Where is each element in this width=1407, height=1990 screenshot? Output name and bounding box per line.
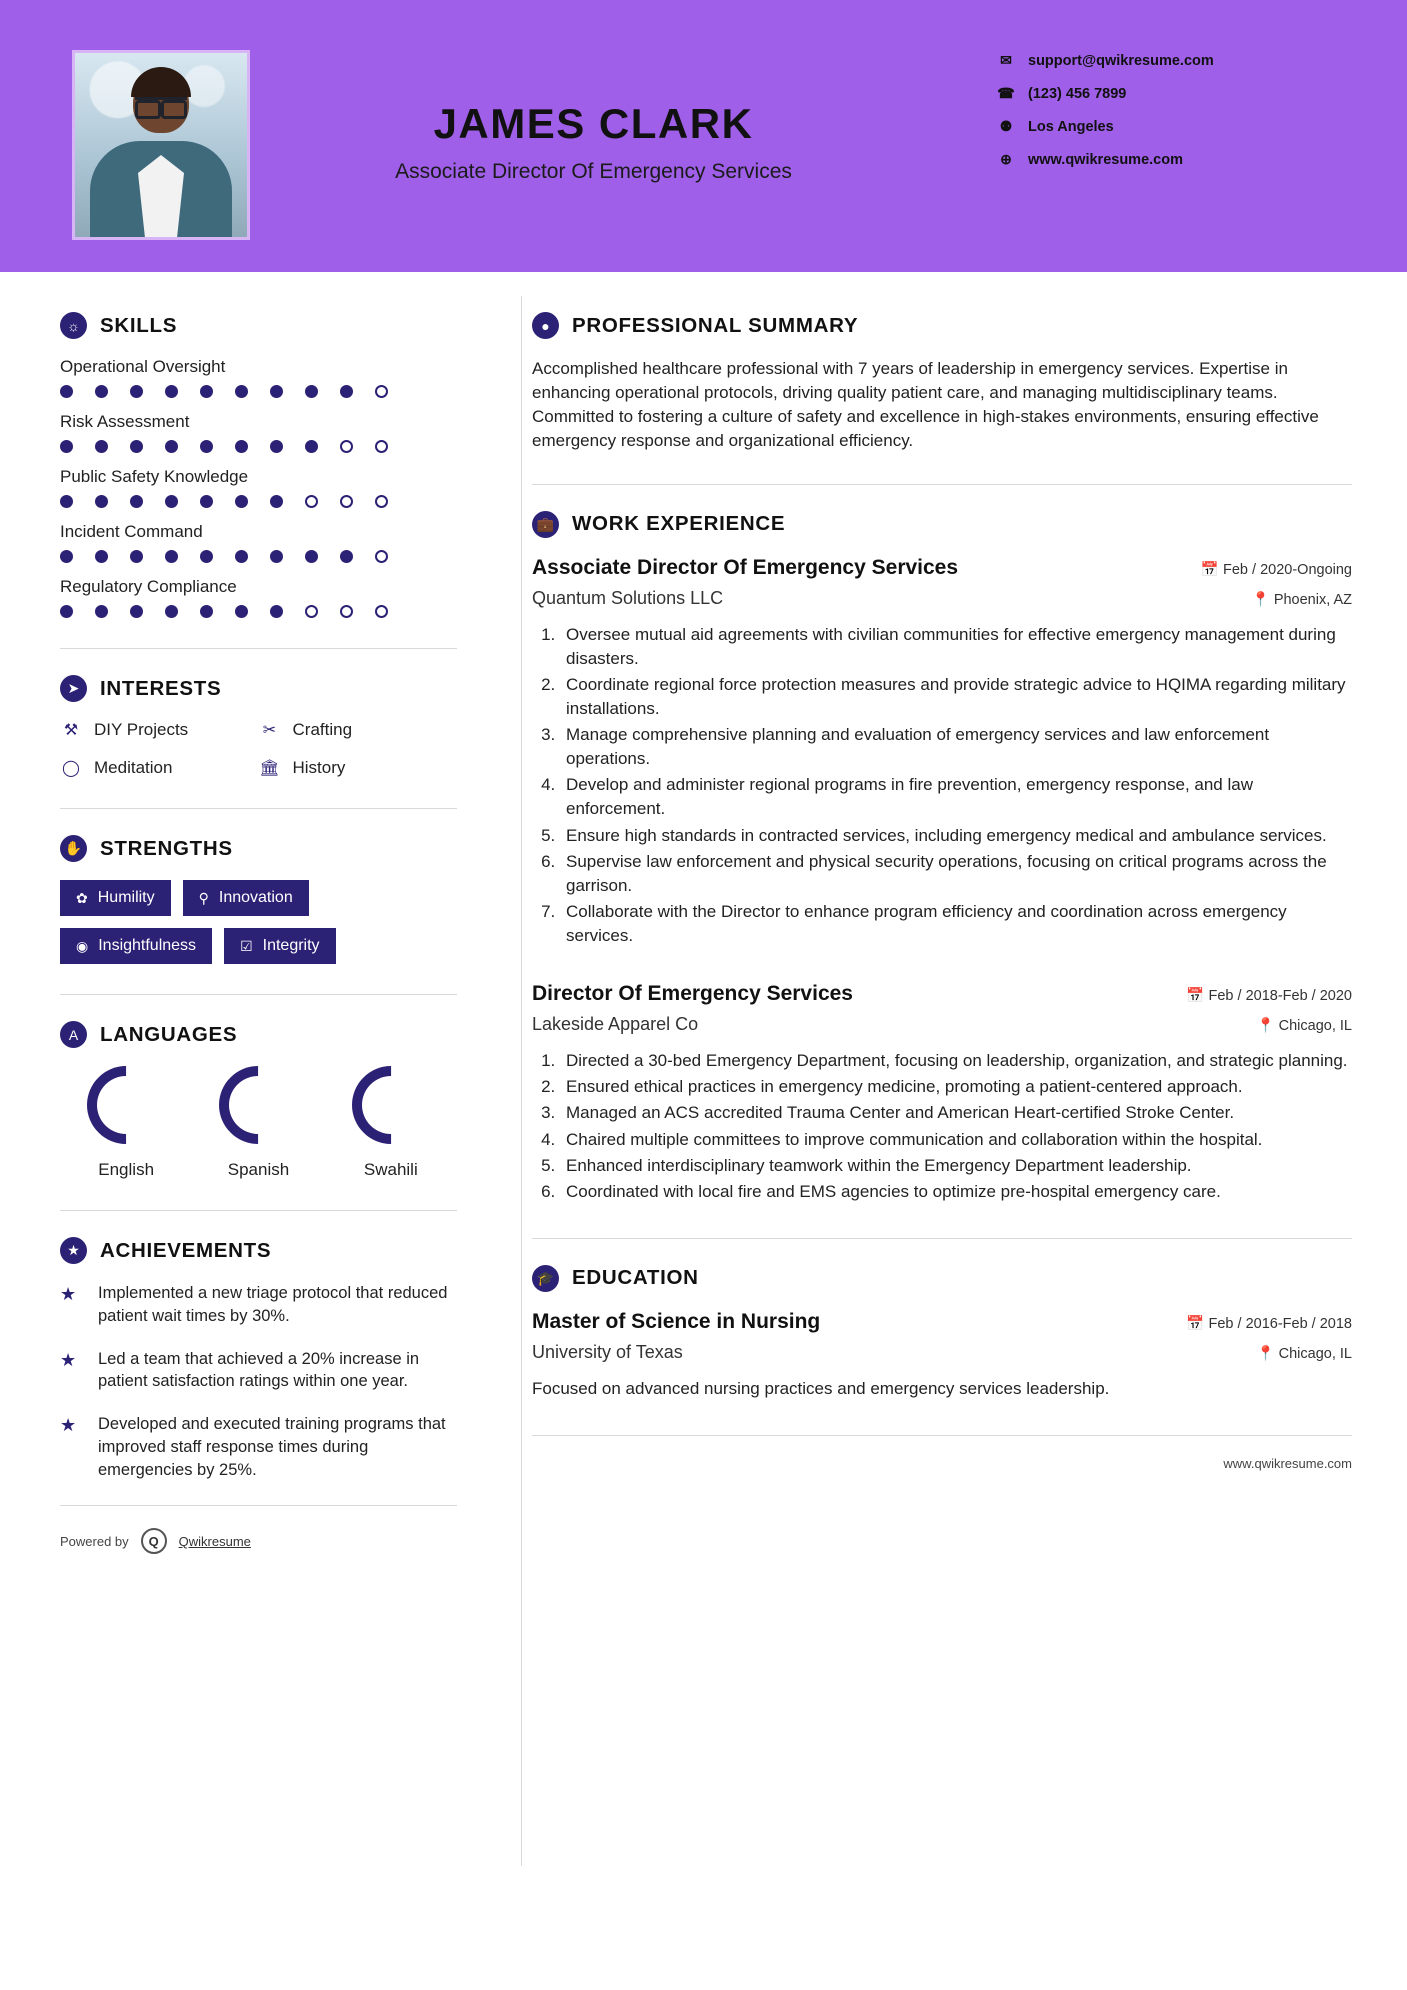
powered-by-label: Powered by bbox=[60, 1533, 129, 1549]
list-item: 1. Oversee mutual aid agreements with civilian communities for effective emergency management during disasters. bbox=[560, 623, 1352, 671]
contact-location bbox=[997, 118, 1327, 135]
job-company: Lakeside Apparel Co bbox=[532, 1014, 699, 1035]
glasses-icon bbox=[135, 97, 187, 111]
status-badge bbox=[224, 928, 335, 964]
calendar-icon: 📅 bbox=[1186, 1315, 1205, 1332]
qwikresume-link[interactable]: Qwikresume bbox=[178, 1533, 251, 1549]
location-pin-icon: ⚉ bbox=[999, 118, 1013, 134]
job-location bbox=[1252, 591, 1352, 608]
star-badge-icon: ★ bbox=[60, 1237, 87, 1264]
list-item bbox=[60, 1413, 457, 1481]
interest-label: History bbox=[292, 758, 346, 777]
contact-list bbox=[997, 52, 1327, 184]
interest-label: DIY Projects bbox=[94, 720, 189, 739]
job-company: Quantum Solutions LLC bbox=[532, 587, 724, 608]
list-item bbox=[259, 720, 458, 740]
strengths-list bbox=[60, 880, 457, 964]
skill-rating bbox=[60, 550, 457, 563]
list-item: 2. Coordinate regional force protection measures and provide strategic advice to HQIMA regarding military installations. bbox=[560, 673, 1352, 721]
section-title-summary: PROFESSIONAL SUMMARY bbox=[572, 313, 859, 337]
globe-icon: ⊕ bbox=[1000, 151, 1012, 167]
bulb-icon: ⚲ bbox=[198, 889, 209, 906]
skill-label: Risk Assessment bbox=[60, 412, 190, 431]
list-item bbox=[60, 1348, 457, 1394]
experience-entry bbox=[532, 556, 1352, 949]
qwikresume-logo-icon: Q bbox=[141, 1528, 167, 1554]
divider bbox=[60, 994, 457, 995]
divider bbox=[60, 648, 457, 649]
contact-website-value: www.qwikresume.com bbox=[1028, 151, 1183, 168]
scissors-icon: ✂ bbox=[262, 722, 277, 739]
divider bbox=[60, 1210, 457, 1211]
graduation-icon: 🎓 bbox=[532, 1265, 559, 1292]
list-item bbox=[60, 758, 259, 778]
resume-body bbox=[0, 272, 1407, 1554]
lightbulb-icon: ☼ bbox=[60, 312, 87, 339]
school-name: University of Texas bbox=[532, 1341, 683, 1362]
language-label: Spanish bbox=[227, 1160, 290, 1179]
list-item: 6. Supervise law enforcement and physical security operations, focusing on critical programs across the garrison. bbox=[560, 850, 1352, 898]
strength-label: Innovation bbox=[218, 889, 293, 906]
job-title: Director Of Emergency Services bbox=[532, 982, 853, 1006]
skill-label: Public Safety Knowledge bbox=[60, 467, 249, 486]
divider bbox=[532, 484, 1352, 485]
languages-list bbox=[60, 1066, 457, 1180]
phone-icon: ☎ bbox=[997, 85, 1015, 101]
section-header-languages bbox=[60, 1021, 457, 1048]
section-header-strengths bbox=[60, 835, 457, 862]
skill-label: Incident Command bbox=[60, 522, 203, 541]
interests-list bbox=[60, 720, 457, 778]
list-item bbox=[60, 720, 259, 740]
strength-label: Insightfulness bbox=[98, 937, 197, 954]
circle-icon: ◯ bbox=[62, 760, 80, 777]
interest-label: Meditation bbox=[94, 758, 173, 777]
progress-ring bbox=[336, 1050, 446, 1160]
education-description: Focused on advanced nursing practices and emergency services leadership. bbox=[532, 1378, 1110, 1398]
language-label: English bbox=[98, 1160, 155, 1179]
paper-plane-icon: ➤ bbox=[60, 675, 87, 702]
status-badge bbox=[60, 880, 171, 916]
list-item: 5. Ensure high standards in contracted services, including emergency medical and ambulance services. bbox=[560, 824, 1352, 848]
star-icon: ★ bbox=[60, 1284, 77, 1304]
list-item: 1. Directed a 30-bed Emergency Department, focusing on leadership, organization, and strategic planning. bbox=[560, 1049, 1352, 1073]
list-item: 3. Managed an ACS accredited Trauma Center and American Heart-certified Stroke Center. bbox=[560, 1101, 1352, 1125]
main-content bbox=[497, 272, 1407, 1554]
location-pin-icon: 📍 bbox=[1251, 591, 1270, 608]
column-divider bbox=[521, 296, 522, 1866]
leaf-icon: ✿ bbox=[76, 889, 88, 906]
skill-label: Operational Oversight bbox=[60, 357, 226, 376]
language-label: Swahili bbox=[363, 1160, 418, 1179]
section-header-achievements bbox=[60, 1237, 457, 1264]
list-item bbox=[66, 1066, 186, 1180]
contact-email[interactable] bbox=[997, 52, 1327, 69]
page-title: JAMES CLARK bbox=[433, 100, 754, 147]
skill-rating bbox=[60, 605, 457, 618]
section-header-skills bbox=[60, 312, 457, 339]
achievement-text: Led a team that achieved a 20% increase in patient satisfaction ratings within one year. bbox=[98, 1349, 420, 1391]
list-item bbox=[60, 1282, 457, 1328]
list-item: 7. Collaborate with the Director to enhance program efficiency and coordination across emergency services. bbox=[560, 900, 1352, 948]
job-dates bbox=[1201, 561, 1352, 578]
job-location-value: Chicago, IL bbox=[1278, 1018, 1352, 1035]
job-bullets bbox=[560, 1049, 1352, 1204]
divider bbox=[60, 808, 457, 809]
education-dates bbox=[1186, 1315, 1352, 1332]
degree-title: Master of Science in Nursing bbox=[532, 1309, 821, 1333]
person-circle-icon: ● bbox=[532, 312, 559, 339]
strength-label: Integrity bbox=[262, 937, 320, 954]
education-entry bbox=[532, 1310, 1352, 1401]
list-item: 5. Enhanced interdisciplinary teamwork within the Emergency Department leadership. bbox=[560, 1154, 1352, 1178]
experience-entry bbox=[532, 982, 1352, 1204]
list-item: 3. Manage comprehensive planning and evaluation of emergency services and law enforcement operations. bbox=[560, 723, 1352, 771]
list-item: 6. Coordinated with local fire and EMS agencies to optimize pre-hospital emergency care. bbox=[560, 1180, 1352, 1204]
footer-website: www.qwikresume.com bbox=[1223, 1456, 1352, 1471]
skill-item bbox=[60, 357, 457, 398]
section-title-achievements: ACHIEVEMENTS bbox=[100, 1238, 272, 1262]
section-title-skills: SKILLS bbox=[100, 313, 178, 337]
sidebar bbox=[0, 272, 497, 1554]
job-title: Associate Director Of Emergency Services bbox=[532, 555, 959, 579]
achievement-text: Developed and executed training programs that improved staff response times during emergencies by 25%. bbox=[98, 1415, 446, 1479]
list-item: 4. Chaired multiple committees to improve communication and collaboration within the hospital. bbox=[560, 1128, 1352, 1152]
status-badge bbox=[183, 880, 309, 916]
section-title-strengths: STRENGTHS bbox=[100, 836, 233, 860]
status-badge bbox=[60, 928, 212, 964]
job-dates-value: Feb / 2020-Ongoing bbox=[1223, 561, 1352, 578]
language-icon: A bbox=[60, 1021, 87, 1048]
museum-icon: 🏛 bbox=[259, 760, 280, 777]
job-dates-value: Feb / 2018-Feb / 2020 bbox=[1208, 988, 1352, 1005]
star-icon: ★ bbox=[60, 1349, 77, 1370]
list-item: 4. Develop and administer regional programs in fire prevention, emergency response, and law enforcement. bbox=[560, 773, 1352, 821]
job-location bbox=[1257, 1017, 1352, 1034]
section-header-experience bbox=[532, 511, 1352, 538]
list-item bbox=[198, 1066, 318, 1180]
section-title-interests: INTERESTS bbox=[100, 676, 222, 700]
skill-item bbox=[60, 522, 457, 563]
education-location bbox=[1257, 1345, 1352, 1362]
main-footer bbox=[532, 1435, 1352, 1471]
skill-item bbox=[60, 467, 457, 508]
divider bbox=[532, 1238, 1352, 1239]
resume-header bbox=[0, 0, 1407, 272]
briefcase-icon: 💼 bbox=[532, 511, 559, 538]
achievement-text: Implemented a new triage protocol that reduced patient wait times by 30%. bbox=[98, 1284, 448, 1325]
education-location-value: Chicago, IL bbox=[1278, 1345, 1352, 1362]
skill-item bbox=[60, 577, 457, 618]
job-location-value: Phoenix, AZ bbox=[1273, 591, 1352, 608]
calendar-icon: 📅 bbox=[1186, 988, 1205, 1005]
section-title-languages: LANGUAGES bbox=[100, 1022, 238, 1046]
skill-rating bbox=[60, 495, 457, 508]
contact-phone-value: (123) 456 7899 bbox=[1028, 85, 1127, 102]
strength-label: Humility bbox=[97, 889, 155, 906]
section-header-education bbox=[532, 1265, 1352, 1292]
progress-ring bbox=[71, 1050, 181, 1160]
education-dates-value: Feb / 2016-Feb / 2018 bbox=[1208, 1315, 1352, 1332]
section-title-experience: WORK EXPERIENCE bbox=[572, 512, 786, 535]
skill-label: Regulatory Compliance bbox=[60, 577, 237, 596]
location-pin-icon: 📍 bbox=[1256, 1345, 1275, 1362]
contact-phone[interactable] bbox=[997, 85, 1327, 102]
fist-icon: ✋ bbox=[60, 835, 87, 862]
section-header-summary bbox=[532, 312, 1352, 339]
job-bullets bbox=[560, 623, 1352, 949]
sidebar-footer bbox=[60, 1505, 457, 1554]
section-header-interests bbox=[60, 675, 457, 702]
location-pin-icon: 📍 bbox=[1256, 1018, 1275, 1035]
job-dates bbox=[1186, 987, 1352, 1004]
wrench-icon: ⚒ bbox=[63, 722, 79, 739]
star-icon: ★ bbox=[60, 1415, 77, 1436]
list-item: 2. Ensured ethical practices in emergency medicine, promoting a patient-centered approach. bbox=[560, 1075, 1352, 1099]
skill-item bbox=[60, 412, 457, 453]
skill-rating bbox=[60, 440, 457, 453]
contact-website[interactable] bbox=[997, 151, 1327, 168]
interest-label: Crafting bbox=[292, 720, 353, 739]
contact-location-value: Los Angeles bbox=[1028, 118, 1114, 135]
section-title-education: EDUCATION bbox=[572, 1266, 699, 1290]
check-box-icon: ☑ bbox=[240, 937, 253, 954]
list-item bbox=[259, 758, 458, 778]
summary-text: Accomplished healthcare professional with 7 years of leadership in emergency services. Expertise in enhancing operational protocols, driving quality patient care, and managing multidisciplinary teams. Committed to fostering a culture of safety and excellence in high-stakes environments, ensuring effective emergency response and organizational efficiency. bbox=[532, 359, 1319, 451]
job-role-subtitle: Associate Director Of Emergency Services bbox=[395, 160, 792, 183]
contact-email-value: support@qwikresume.com bbox=[1028, 52, 1214, 69]
list-item bbox=[331, 1066, 451, 1180]
skill-rating bbox=[60, 385, 457, 398]
calendar-icon: 📅 bbox=[1200, 561, 1219, 578]
avatar bbox=[72, 50, 250, 240]
progress-ring bbox=[203, 1050, 313, 1160]
envelope-icon: ✉ bbox=[1000, 52, 1012, 68]
eye-icon: ◉ bbox=[76, 937, 89, 954]
